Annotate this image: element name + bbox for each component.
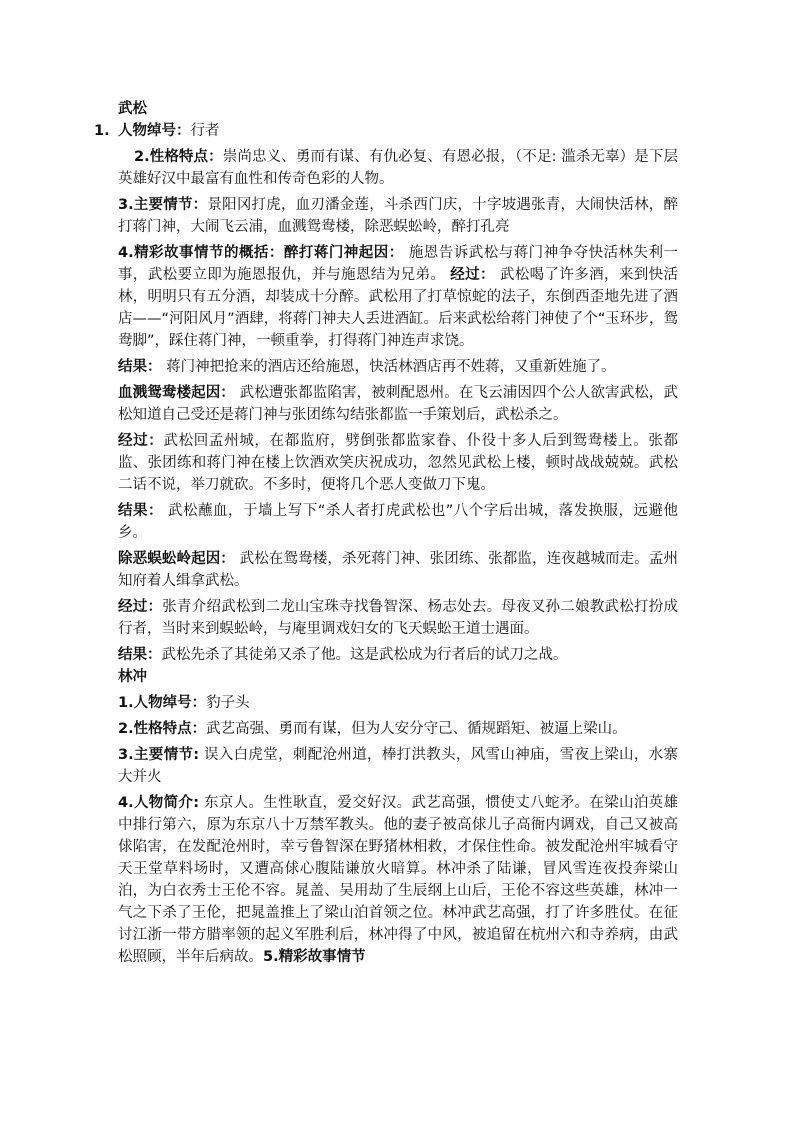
- text: 景阳冈打虎，血刃潘金莲，斗杀西门庆，十字坡遇张青，大闹快活林，醉打蒋门神，大闹飞云浦，血溅鸳鸯楼，除恶蜈蚣岭，醉打孔亮: [118, 197, 678, 235]
- label: 1.人物绰号：: [118, 695, 207, 711]
- text: 行者: [190, 123, 220, 139]
- chu-process: [118, 596, 678, 640]
- text: 武松回孟州城，在都监府，劈倒张都监家眷、仆役十多人后到鸳鸯楼上。张都监、张团练和蒋门神在楼上饮酒欢笑庆祝成功，忽然见武松上楼，顿时战战兢兢。武松二话不说，举刀就砍。不多时，便将几个恶人变做刀下鬼。: [118, 433, 679, 493]
- linchong-item-3: [118, 744, 678, 788]
- text: 武松遭张都监陷害，被刺配恩州。在飞云浦因四个公人欲害武松，武松知道自己受还是蒋门神与张团练勾结张都监一手策划后，武松杀之。: [118, 385, 679, 423]
- wusong-item-3: [118, 194, 678, 238]
- text: 武松在鸳鸯楼，杀死蒋门神、张团练、张都监，连夜越城而走。孟州知府着人缉拿武松。: [118, 551, 679, 589]
- label: 经过：: [450, 267, 495, 283]
- label: 3.主要情节:: [118, 747, 200, 763]
- label: 4.人物简介:: [118, 795, 200, 811]
- label: 4.精彩故事情节的概括：醉打蒋门神起因：: [118, 245, 404, 261]
- text: 崇尚忠义、勇而有谋、有仇必复、有恩必报，（不足: 滥杀无辜）是下层英雄好汉中最富有血性和传奇色彩的人物。: [118, 149, 678, 187]
- wusong-item-1: [94, 120, 678, 142]
- text: 东京人。生性耿直，爱交好汉。武艺高强，惯使丈八蛇矛。在梁山泊英雄中排行第六，原为东京八十万禁军教头。他的妻子被高俅儿子高衙内调戏，自己又被高俅陷害，在发配沧州时，幸亏鲁智深在野猪林相救，才保住性命。被发配沧州牢城看守天王堂草料场时，又遭高俅心腹陆谦放火暗算。林冲杀了陆谦，冒风雪连夜投奔梁山泊，为白衣秀士王伦不容。晁盖、吴用劫了生辰纲上山后，王伦不容这些英雄，林冲一气之下杀了王伦，把晁盖推上了梁山泊首领之位。林冲武艺高强，打了许多胜仗。在征讨江浙一带方腊率领的起义军胜利后，林冲得了中风，被追留在杭州六和寺养病，由武松照顾，半年后病故。: [118, 795, 678, 965]
- label: 经过：: [118, 433, 164, 449]
- xue-process: [118, 430, 678, 496]
- wusong-item-4: [118, 242, 678, 352]
- text: 施恩告诉武松与蒋门神争夺快活林失利一事，武松要立即为施恩报仇，并与施恩结为兄弟。: [118, 245, 678, 283]
- xue-result: [118, 500, 678, 544]
- text: 武松喝了许多酒，来到快活林，明明只有五分酒，却装成十分醉。武松用了打草惊蛇的法子，东倒西歪地先进了酒店——“河阳风月”酒肆，将蒋门神夫人丢进酒缸。后来武松给蒋门神使了个“玉环步，鸳鸯脚”，踩住蒋门神，一顿重拳，打得蒋门神连声求饶。: [118, 267, 679, 349]
- text: 武艺高强、勇而有谋，但为人安分守己、循规蹈矩、被逼上梁山。: [206, 721, 627, 737]
- linchong-item-1: [118, 692, 678, 714]
- chu-cause: [118, 548, 678, 592]
- text: 张青介绍武松到二龙山宝珠寺找鲁智深、杨志处去。母夜叉孙二娘教武松打扮成行者，当时来到蜈蚣岭，与庵里调戏妇女的飞天蜈蚣王道士遇面。: [118, 599, 679, 637]
- wusong-item-2: [118, 146, 678, 190]
- list-number: 1.: [94, 123, 110, 139]
- label: 血溅鸳鸯楼起因：: [118, 385, 235, 401]
- section-title-linchong: 林冲: [118, 669, 147, 685]
- label: 5.精彩故事情节: [263, 949, 366, 965]
- chu-result: [118, 644, 678, 666]
- label: 结果：: [118, 647, 162, 663]
- document-page: [94, 98, 679, 968]
- section-title-wusong: 武松: [118, 101, 147, 117]
- text: 武松先杀了其徒弟又杀了他。这是武松成为行者后的试刀之战。: [161, 647, 568, 663]
- label: 2.性格特点：: [134, 149, 223, 165]
- linchong-item-4: [118, 792, 678, 968]
- text: 豹子头: [206, 695, 250, 711]
- label: 3.主要情节：: [118, 197, 208, 213]
- label: 结果：: [118, 359, 162, 375]
- text: 武松蘸血，于墙上写下“杀人者打虎武松也”八个字后出城，落发换服，远避他乡。: [118, 503, 678, 541]
- text: 误入白虎堂，刺配沧州道，棒打洪教头，风雪山神庙，雪夜上梁山，水寨大并火: [118, 747, 678, 785]
- text: 蒋门神把抢来的酒店还给施恩，快活林酒店再不姓蒋，又重新姓施了。: [166, 359, 616, 375]
- label: 人物绰号：: [118, 123, 191, 139]
- label: 2.性格特点：: [118, 721, 207, 737]
- xue-cause: [118, 382, 678, 426]
- wusong-result-1: [118, 356, 678, 378]
- label: 经过：: [118, 599, 163, 615]
- label: 除恶蜈蚣岭起因：: [118, 551, 235, 567]
- linchong-item-2: [118, 718, 678, 740]
- label: 结果：: [118, 503, 163, 519]
